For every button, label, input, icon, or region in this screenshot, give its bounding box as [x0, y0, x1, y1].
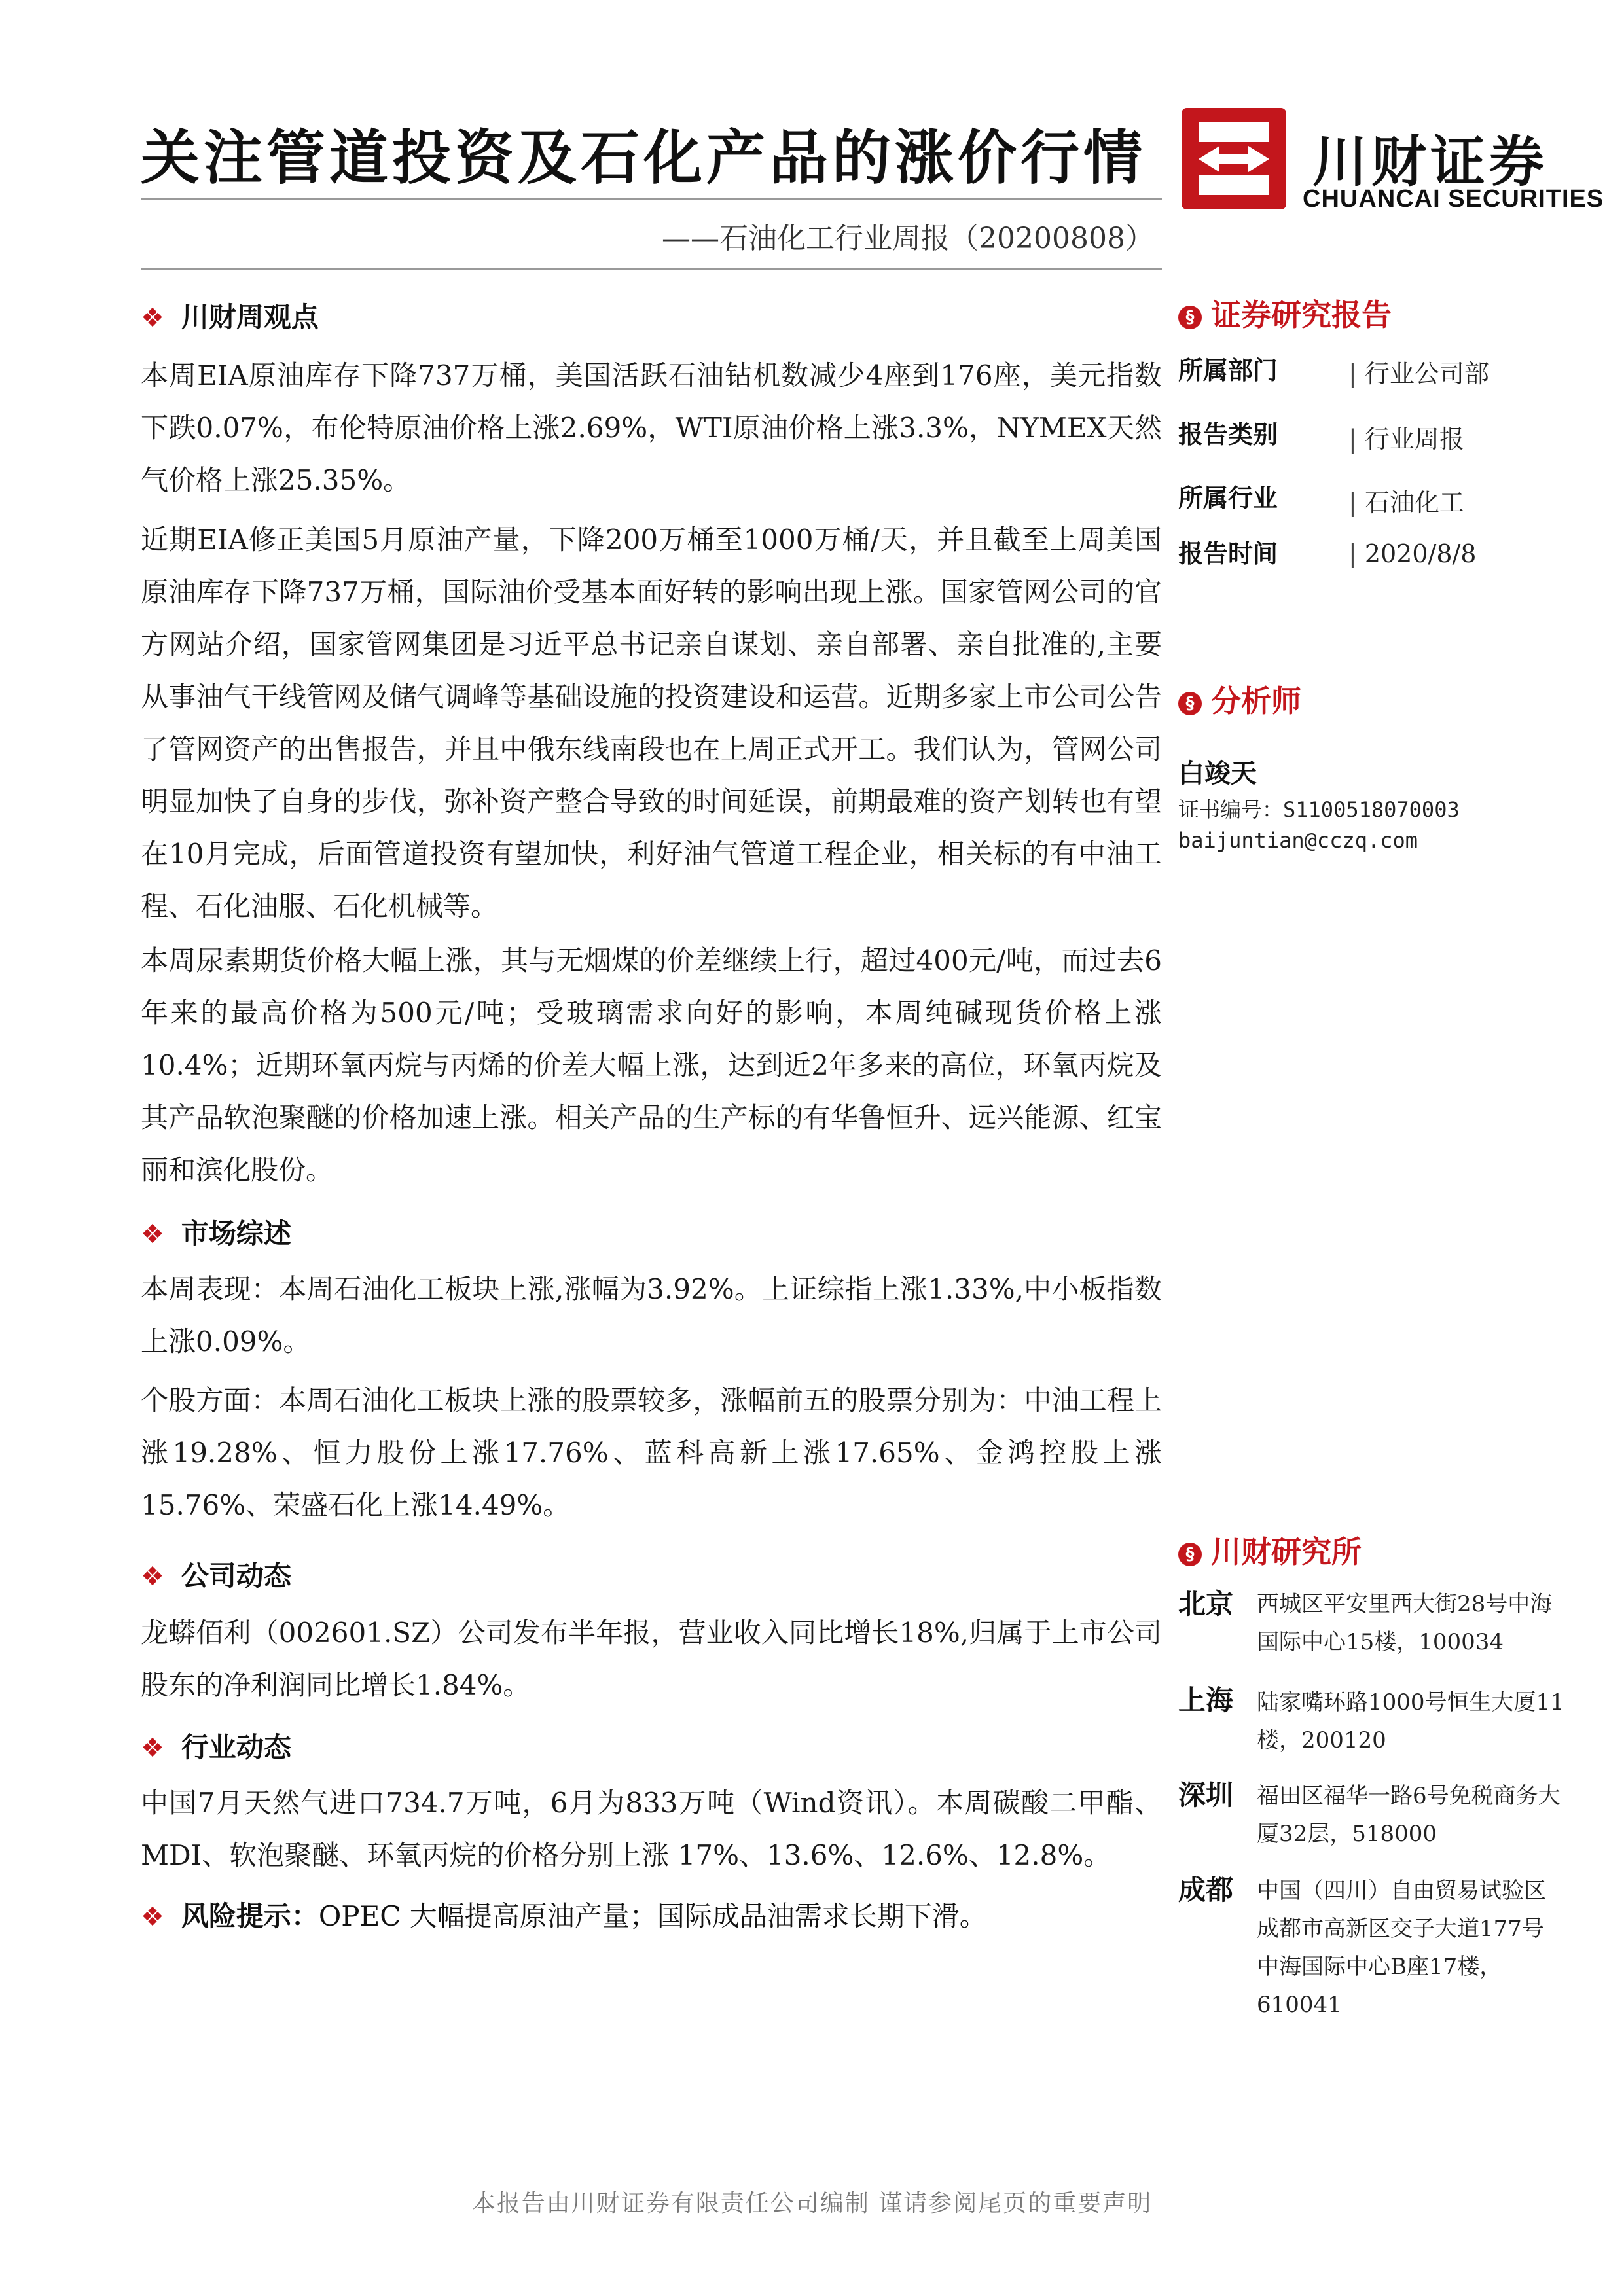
heading-text: 川财研究所 — [1211, 1534, 1362, 1570]
sidebar-heading-analyst — [1178, 677, 1301, 721]
heading-text: 公司动态 — [181, 1560, 291, 1592]
section-heading-market — [141, 1212, 291, 1251]
office-city-beijing: 北京 — [1178, 1588, 1234, 1620]
risk-warning — [141, 1895, 987, 1934]
office-city-shenzhen: 深圳 — [1178, 1779, 1234, 1811]
industry-paragraph-1: 中国7月天然气进口734.7万吨，6月为833万吨（Wind资讯）。本周碳酸二甲酯、MDI、软泡聚醚、环氧丙烷的价格分别上涨 17%、13.6%、12.6%、12.8%。 — [141, 1787, 1162, 1871]
value-text: 2020/8/8 — [1364, 539, 1477, 568]
header-divider — [141, 268, 1162, 270]
section-heading-view — [141, 296, 319, 335]
logo-english-name: CHUANCAI SECURITIES — [1303, 185, 1604, 213]
report-subtitle: ——石油化工行业周报（20200808） — [662, 222, 1154, 255]
value-text: 行业公司部 — [1364, 359, 1489, 388]
meta-key-date: 报告时间 — [1178, 539, 1278, 568]
view-paragraph-3: 本周尿素期货价格大幅上涨，其与无烟煤的价差继续上行，超过400元/吨，而过去6年来的最高价格为500元/吨；受玻璃需求向好的影响，本周纯碱现货价格上涨10.4%；近期环氧丙烷与丙烯的价差大幅上涨，达到近2年多来的高位，环氧丙烷及其产品软泡聚醚的价格加速上涨。相关产品的生产标的有华鲁恒升、远兴能源、红宝丽和滨化股份。 — [141, 944, 1162, 1186]
diamond-bullet-icon: ❖ — [141, 1562, 164, 1592]
office-city-chengdu: 成都 — [1178, 1874, 1234, 1906]
section-heading-industry — [141, 1726, 291, 1765]
heading-text: 市场综述 — [181, 1217, 291, 1249]
meta-value-date: | 2020/8/8 — [1348, 539, 1477, 568]
page-footer-disclaimer: 本报告由川财证券有限责任公司编制 谨请参阅尾页的重要声明 — [471, 2190, 1153, 2217]
view-paragraph-1: 本周EIA原油库存下降737万桶，美国活跃石油钻机数减少4座到176座，美元指数下跌0.07%，布伦特原油价格上涨2.69%，WTI原油价格上涨3.3%，NYMEX天然气价格上涨25.35%。 — [141, 359, 1162, 496]
heading-text: 证券研究报告 — [1211, 297, 1392, 332]
institute-badge-icon: § — [1178, 1543, 1202, 1566]
company-paragraph-1: 龙蟒佰利（002601.SZ）公司发布半年报，营业收入同比增长18%,归属于上市公司股东的净利润同比增长1.84%。 — [141, 1617, 1162, 1701]
analyst-cert-number: 证书编号：S1100518070003 — [1178, 797, 1460, 822]
analyst-email[interactable]: baijuntian@cczq.com — [1178, 828, 1418, 853]
diamond-bullet-icon: ❖ — [141, 303, 164, 333]
sidebar-heading-report — [1178, 291, 1392, 334]
heading-text: 分析师 — [1211, 683, 1301, 719]
meta-value-department: | 行业公司部 — [1348, 359, 1489, 388]
meta-value-category: | 行业周报 — [1348, 425, 1464, 454]
value-text: 石油化工 — [1364, 488, 1464, 517]
office-address-chengdu: 中国（四川）自由贸易试验区成都市高新区交子大道177号中海国际中心B座17楼，610041 — [1257, 1878, 1546, 2018]
value-text: 行业周报 — [1364, 425, 1464, 454]
logo-chinese-name: 川财证券 — [1312, 130, 1549, 194]
market-paragraph-2: 个股方面：本周石油化工板块上涨的股票较多，涨幅前五的股票分别为：中油工程上涨19.28%、恒力股份上涨17.76%、蓝科高新上涨17.65%、金鸿控股上涨15.76%、荣盛石化上涨14.49%。 — [141, 1384, 1162, 1521]
section-heading-company — [141, 1554, 291, 1594]
meta-value-industry: | 石油化工 — [1348, 488, 1464, 517]
view-paragraph-2: 近期EIA修正美国5月原油产量，下降200万桶至1000万桶/天，并且截至上周美国原油库存下降737万桶，国际油价受基本面好转的影响出现上涨。国家管网公司的官方网站介绍，国家管网集团是习近平总书记亲自谋划、亲自部署、亲自批准的,主要从事油气干线管网及储气调峰等基础设施的投资建设和运营。近期多家上市公司公告了管网资产的出售报告，并且中俄东线南段也在上周正式开工。我们认为，管网公司明显加快了自身的步伐，弥补资产整合导致的时间延误，前期最难的资产划转也有望在10月完成，后面管道投资有望加快，利好油气管道工程企业，相关标的有中油工程、石化油服、石化机械等。 — [141, 524, 1162, 922]
title-divider — [141, 198, 1162, 200]
risk-label: 风险提示： — [181, 1900, 319, 1932]
diamond-bullet-icon: ❖ — [141, 1219, 164, 1249]
analyst-badge-icon: § — [1178, 692, 1202, 715]
market-paragraph-1: 本周表现：本周石油化工板块上涨,涨幅为3.92%。上证综指上涨1.33%,中小板指数上涨0.09%。 — [141, 1273, 1162, 1357]
heading-text: 川财周观点 — [181, 301, 319, 333]
diamond-bullet-icon: ❖ — [141, 1733, 164, 1763]
heading-text: 行业动态 — [181, 1731, 291, 1763]
office-address-shenzhen: 福田区福华一路6号免税商务大厦32层，518000 — [1257, 1783, 1561, 1847]
report-title: 关注管道投资及石化产品的涨价行情 — [141, 124, 1146, 192]
chuancai-logo-icon — [1182, 108, 1286, 209]
office-address-shanghai: 陆家嘴环路1000号恒生大厦11楼，200120 — [1257, 1689, 1564, 1753]
office-city-shanghai: 上海 — [1178, 1684, 1234, 1716]
meta-key-department: 所属部门 — [1178, 356, 1278, 385]
meta-key-industry: 所属行业 — [1178, 484, 1278, 512]
sidebar-heading-institute — [1178, 1528, 1362, 1571]
risk-text: OPEC 大幅提高原油产量；国际成品油需求长期下滑。 — [318, 1900, 987, 1932]
report-badge-icon: § — [1178, 306, 1202, 329]
meta-key-category: 报告类别 — [1178, 420, 1278, 449]
office-address-beijing: 西城区平安里西大街28号中海国际中心15楼，100034 — [1257, 1591, 1553, 1655]
diamond-bullet-icon: ❖ — [141, 1902, 164, 1932]
analyst-name: 白竣天 — [1178, 759, 1257, 789]
